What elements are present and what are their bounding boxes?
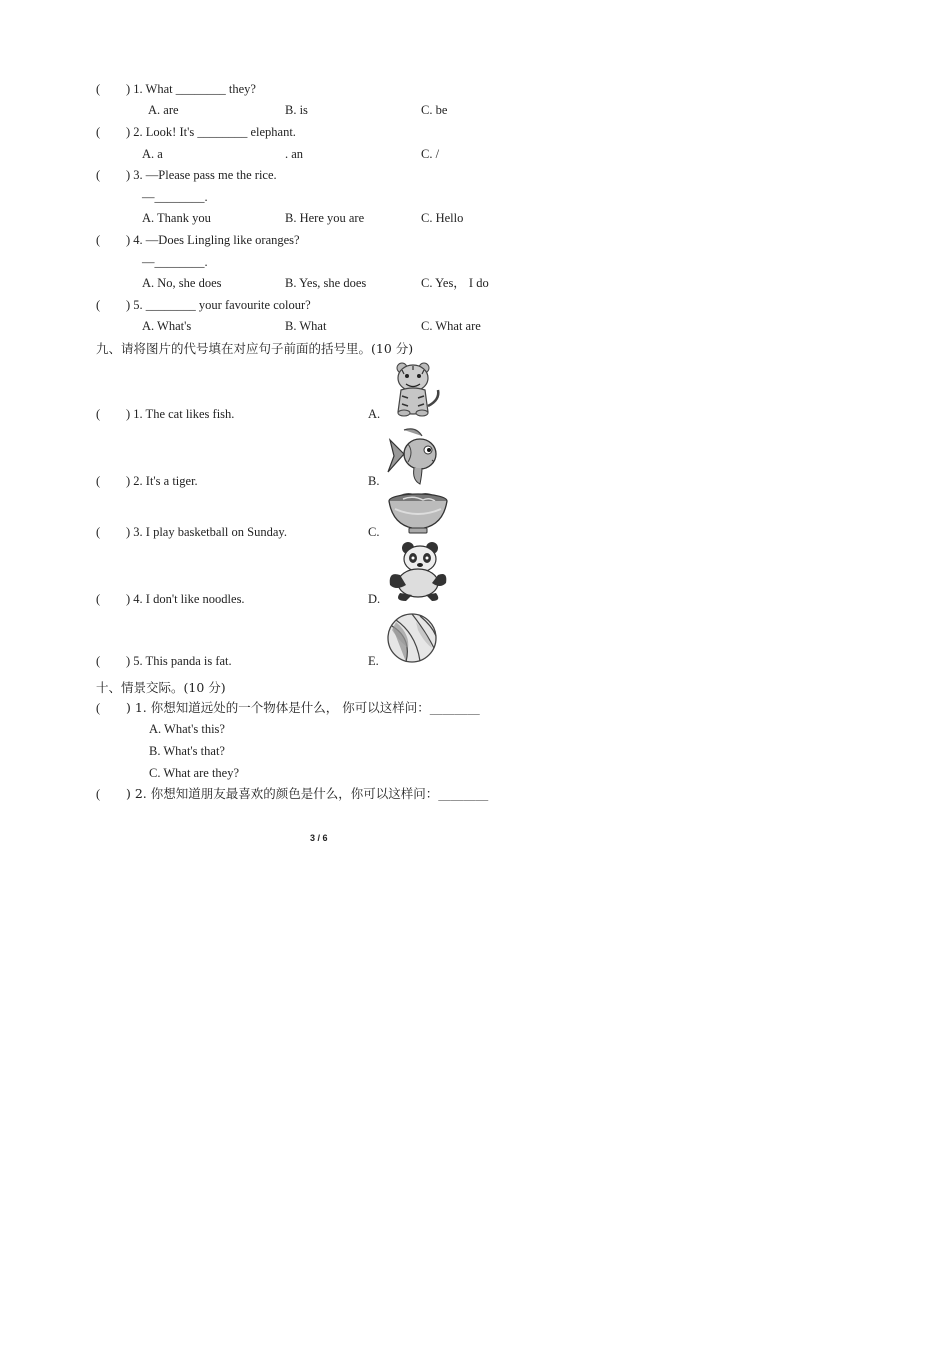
answer-paren[interactable]: ( [96, 525, 101, 539]
answer-paren[interactable]: ( [96, 592, 101, 606]
question-stem: ) 2. 你想知道朋友最喜欢的颜色是什么，你可以这样问：________ [126, 786, 489, 801]
option-a: A. No, she does [142, 276, 222, 290]
option-c: C. / [421, 147, 440, 161]
question-stem: ) 5. ________ your favourite colour? [126, 298, 311, 312]
answer-paren[interactable]: ( [96, 407, 101, 421]
panda-icon [386, 541, 450, 603]
question-stem: ) 4. —Does Lingling like oranges? [126, 233, 300, 247]
answer-blank: —________. [142, 190, 208, 204]
tiger-icon [384, 360, 446, 418]
ball-icon [386, 612, 438, 664]
answer-paren[interactable]: ( [96, 701, 101, 715]
answer-blank: —________. [142, 255, 208, 269]
answer-paren[interactable]: ( [96, 168, 101, 182]
option-c: C. Hello [421, 211, 464, 225]
option-b: B. What's that? [149, 744, 225, 758]
page-number: 3 / 6 [310, 833, 328, 843]
picture-label: A. [368, 407, 381, 421]
fish-icon [386, 426, 442, 486]
answer-paren[interactable]: ( [96, 82, 101, 96]
option-b: B. What [285, 319, 327, 333]
answer-paren[interactable]: ( [96, 787, 101, 801]
match-sentence: ) 1. The cat likes fish. [126, 407, 235, 421]
match-sentence: ) 2. It's a tiger. [126, 474, 198, 488]
option-a: A. are [148, 103, 179, 117]
option-a: A. a [142, 147, 163, 161]
picture-label: E. [368, 654, 379, 668]
option-a: A. What's [142, 319, 192, 333]
section-9-title: 九、请将图片的代号填在对应句子前面的括号里。(10 分) [96, 341, 414, 356]
match-sentence: ) 3. I play basketball on Sunday. [126, 525, 287, 539]
option-c: C. What are [421, 319, 481, 333]
answer-paren[interactable]: ( [96, 125, 101, 139]
question-stem: ) 2. Look! It's ________ elephant. [126, 125, 296, 139]
answer-paren[interactable]: ( [96, 654, 101, 668]
picture-label: D. [368, 592, 381, 606]
question-stem: ) 1. What ________ they? [126, 82, 256, 96]
answer-paren[interactable]: ( [96, 298, 101, 312]
noodle-bowl-icon [387, 489, 449, 535]
option-b: B. Yes, she does [285, 276, 367, 290]
option-b: . an [285, 147, 304, 161]
option-c: C. be [421, 103, 448, 117]
question-stem: ) 3. —Please pass me the rice. [126, 168, 277, 182]
question-stem: ) 1. 你想知道远处的一个物体是什么， 你可以这样问：________ [126, 700, 480, 715]
option-a: A. What's this? [149, 722, 225, 736]
answer-paren[interactable]: ( [96, 474, 101, 488]
option-b: B. Here you are [285, 211, 365, 225]
answer-paren[interactable]: ( [96, 233, 101, 247]
section-10-title: 十、情景交际。(10 分) [96, 680, 226, 695]
option-b: B. is [285, 103, 308, 117]
option-c: C. What are they? [149, 766, 240, 780]
picture-label: C. [368, 525, 380, 539]
match-sentence: ) 4. I don't like noodles. [126, 592, 245, 606]
match-sentence: ) 5. This panda is fat. [126, 654, 232, 668]
option-a: A. Thank you [142, 211, 211, 225]
picture-label: B. [368, 474, 380, 488]
option-c: C. Yes， I do [421, 276, 489, 290]
